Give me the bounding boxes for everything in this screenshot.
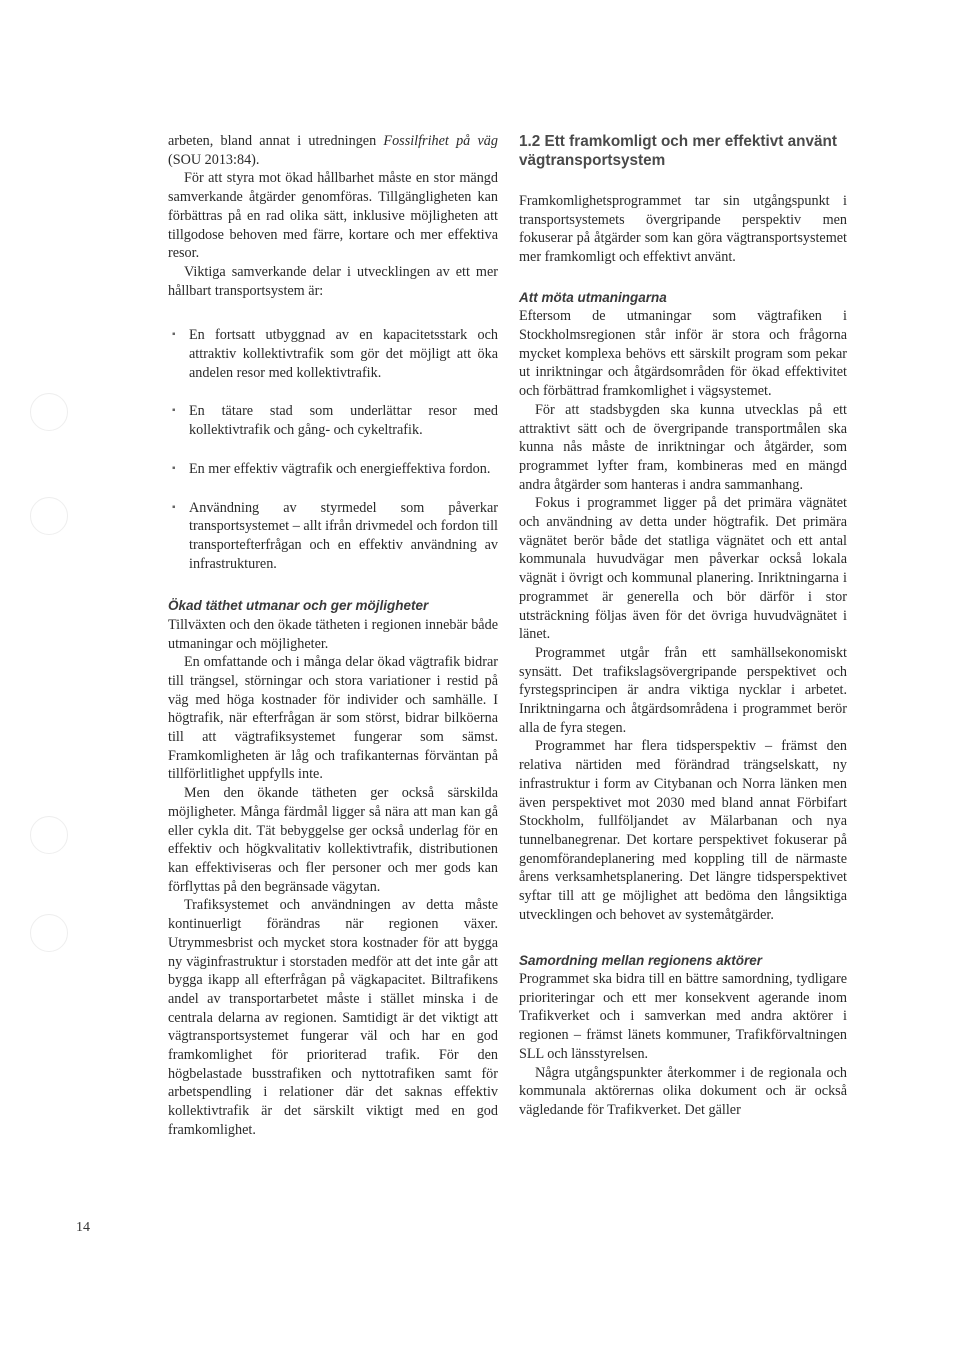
list-item: ▪ Användning av styrmedel som påverkar transportsystemet – allt ifrån drivmedel och fordon till transportefterfrågan och en effektiv användning av infrastrukturen. [172, 499, 498, 572]
paragraph: Eftersom de utmaningar som vägtrafiken i Stockholmsregionen står inför är stora och frågorna mycket komplexa behövs ett särskilt program som pekar ut inriktningar och åtgärdsområden för ökad effektivitet och förbättrad framkomlighet i vägsystemet. [519, 308, 847, 400]
paragraph: Programmet har flera tidsperspektiv – främst den relativa närtiden med förändrad trängselskatt, ny infrastruktur i form av Citybanan och Norra länken men även perspektivet mot 2030 med bland annat Förbifart Stockholm, fullföljandet av Mälarbanan och nya tunnelbanegrenar. Det kortare perspektivet fokuserar på genomförandeplanering med koppling till de närmaste årens verksamhetsplanering. Det längre tidsperspektivet syftar till att ge möjlighet att bedöma den långsiktiga utvecklingen och behovet av systemåtgärder. [519, 738, 847, 923]
paragraph: Tillväxten och den ökade tätheten i regionen innebär både utmaningar och möjligheter. [168, 616, 498, 652]
punch-hole-mark [30, 497, 68, 535]
paragraph: arbeten, bland annat i utredningen Fossilfrihet på väg (SOU 2013:84). [168, 133, 498, 168]
bullet-icon: ▪ [172, 329, 176, 341]
list-item: ▪ En fortsatt utbyggnad av en kapacitetsstark och attraktiv kollektivtrafik som gör det möjligt att öka andelen resor med kollektivtrafik. [172, 327, 498, 381]
bullet-icon: ▪ [172, 462, 176, 474]
paragraph: Programmet utgår från ett samhällsekonomiskt synsätt. Det trafikslagsövergripande perspektivet och fyrstegsprincipen är andra viktiga nycklar i arbetet. Inriktningarna och åtgärdsområdena i programmet berör alla de fyra stegen. [519, 644, 847, 736]
section-subheading: Ökad täthet utmanar och ger möjligheter [168, 598, 429, 614]
bullet-icon: ▪ [172, 405, 176, 417]
bullet-icon: ▪ [172, 501, 176, 513]
paragraph: För att stadsbygden ska kunna utvecklas på ett attraktivt sätt och de övergripande transportmålen ska kunna nås måste de inriktningar och åtgärder, som programmet lyfter fram, kombineras med en mängd andra åtgärder som hanteras i andra sammanhang. [519, 401, 847, 493]
paragraph: Trafiksystemet och användningen av detta måste kontinuerligt förändras när regionen växer. Utrymmesbrist och mycket stora kostnader för att bygga ny väginfrastruktur i storstaden medför att det inte går att bygga ikapp all efterfrågan på vägkapacitet. Biltrafikens andel av transportarbetet måste i stället minska i de centrala delarna av regionen. Samtidigt är det viktigt att vägtransportsystemet fungerar väl och har en god framkomlighet för prioriterad trafik. För den högbelastade busstrafiken och nyttotrafiken samt för arbetspendling i relationer där det saknas effektiv kollektivtrafik är det särskilt viktigt med en god framkomlighet. [168, 897, 498, 1138]
section-subheading: Att möta utmaningarna [519, 289, 667, 305]
paragraph: En omfattande och i många delar ökad vägtrafik bidrar till trängsel, störningar och stora variationer i restid på väg med höga kostnader för individer och samhälle. I högtrafik, när efterfrågan är som störst, bidrar bilköerna till att vägtrafiksystemet fungerar som sämst. Framkomligheten är låg och trafikanternas förväntan på tillförlitlighet uppfylls inte. [168, 654, 498, 783]
right-column [519, 132, 847, 1120]
paragraph: Några utgångspunkter återkommer i de regionala och kommunala aktörernas olika dokument och är också vägledande för Trafikverket. Det gäller [519, 1064, 847, 1118]
list-item: ▪ En tätare stad som underlättar resor med kollektivtrafik och gång- och cykeltrafik. [172, 403, 498, 439]
paragraph: För att styra mot ökad hållbarhet måste en stor mängd samverkande åtgärder genomföras. Tillgängligheten kan förbättras på en rad olika sätt, inklusive möjligheten att tillgodose behoven med färre, kortare och mer effektiva resor. [168, 170, 498, 262]
punch-hole-mark [30, 914, 68, 952]
paragraph: Viktiga samverkande delar i utvecklingen av ett mer hållbart transportsystem är: [168, 263, 498, 299]
section-title: 1.2 Ett framkomligt och mer effektivt använt vägtransportsystem [519, 133, 837, 169]
paragraph: Fokus i programmet ligger på det primära vägnätet och användning av detta under högtrafik. Det primära vägnätet berör både det statliga vägnätet och ett antal kommunala huvudvägar men påverkar också lokala vägnät i övrigt och kommunal planering. Inriktningarna i programmet är generella och bör därför i stor utsträckning följas även för det övriga huvudvägnätet i länet. [519, 495, 847, 643]
punch-hole-mark [30, 816, 68, 854]
paragraph: Men den ökande tätheten ger också särskilda möjligheter. Många färdmål ligger så nära att man kan gå eller cykla dit. Tät bebyggelse ger också underlag för en effektiv och högkvalitativ kollektivtrafik, distributionen kan effektiviseras och fler personer och mer gods kan förflyttas på den begränsade vägytan. [168, 785, 498, 895]
left-column [168, 132, 498, 1140]
page-number: 14 [76, 1220, 90, 1235]
section-subheading: Samordning mellan regionens aktörer [519, 952, 763, 968]
list-item: ▪ En mer effektiv vägtrafik och energieffektiva fordon. [172, 460, 491, 477]
paragraph: Programmet ska bidra till en bättre samordning, tydligare prioriteringar och ett mer konsekvent agerande inom Trafikverket och i samverkan med andra aktörer i regionen – främst länets kommuner, Trafikförvaltningen SLL och länsstyrelsen. [519, 971, 847, 1062]
punch-hole-mark [30, 393, 68, 431]
bullet-list [168, 326, 498, 573]
paragraph: Framkomlighetsprogrammet tar sin utgångspunkt i transportsystemets övergripande perspektiv men fokuserar på åtgärder som kan göra vägtransportsystemet mer framkomligt och effektivt använt. [519, 193, 847, 266]
